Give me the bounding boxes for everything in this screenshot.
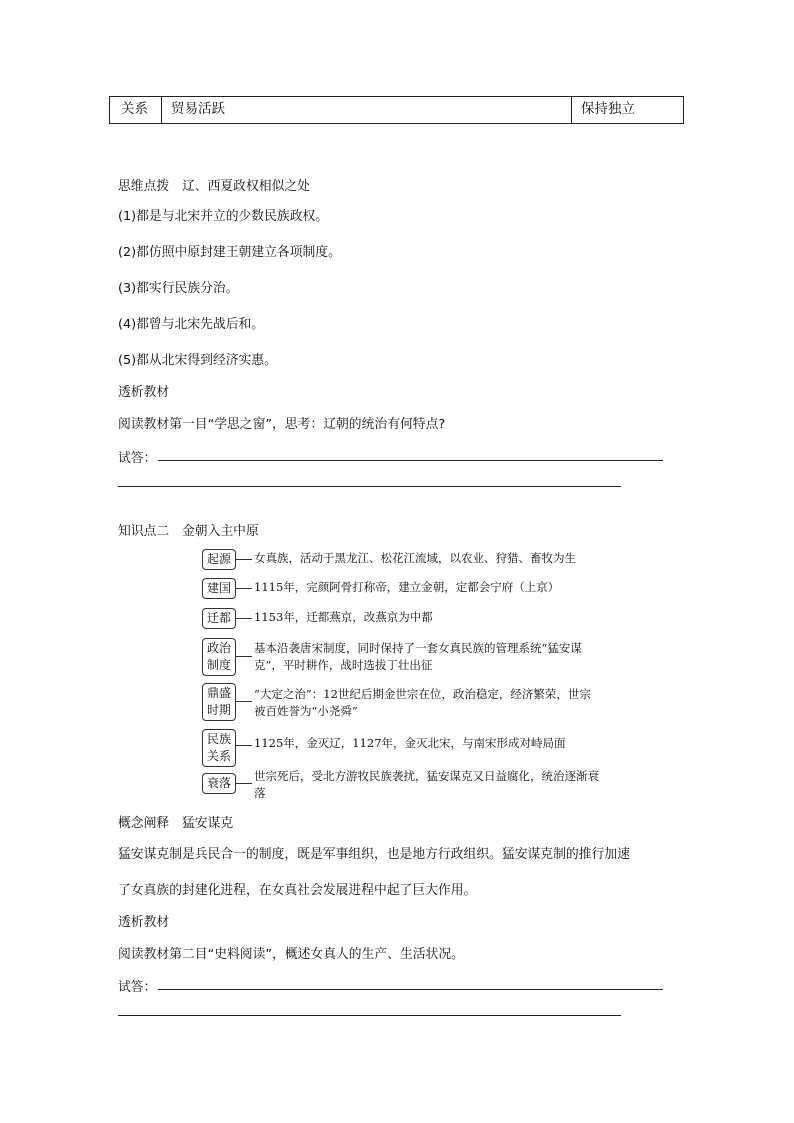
diagram-tag-line: 鼎盛: [206, 686, 231, 700]
diagram-tag-political-system: [202, 638, 236, 676]
diagram-connector: [236, 559, 252, 560]
diagram-text-origin: 女真族，活动于黑龙江、松花江流域，以农业、狩猎、畜牧为生: [254, 551, 576, 565]
diagram-tag-founding: 建国: [202, 578, 236, 599]
answer-label-2: 试答：: [118, 980, 157, 995]
diagram-text-political-system: 基本沿袭唐宋制度，同时保持了一套女真民族的管理系统“猛安谋克”，平时耕作，战时选拔丁壮出征: [254, 641, 582, 672]
diagram-tag-capital-move: 迁都: [202, 608, 236, 629]
tip-point-1: (1)都是与北宋并立的少数民族政权。: [118, 209, 329, 224]
answer-label-1: 试答：: [118, 451, 157, 466]
diagram-connector: [236, 618, 252, 619]
analysis-label-2: 透析教材: [118, 915, 170, 930]
diagram-connector: [236, 701, 252, 702]
diagram-tag-origin: 起源: [202, 549, 236, 570]
diagram-connector: [236, 745, 252, 746]
concept-paragraph-line-1: 猛安谋克制是兵民合一的制度，既是军事组织，也是地方行政组织。猛安谋克制的推行加速: [118, 847, 630, 862]
diagram-tag-line: 政治: [206, 641, 231, 655]
diagram-connector: [236, 656, 252, 657]
diagram-tag-peak-period: [202, 683, 236, 721]
answer-line-2b[interactable]: [118, 1015, 621, 1016]
diagram-text-founding: 1115年，完颜阿骨打称帝，建立金朝，定都会宁府（上京）: [254, 580, 560, 594]
question-2: 阅读教材第二目“史料阅读”，概述女真人的生产、生活状况。: [118, 947, 464, 962]
answer-line-1b[interactable]: [118, 486, 621, 487]
thinking-tip-heading: 思维点拨 辽、西夏政权相似之处: [118, 179, 310, 194]
table-cell-category: 关系: [110, 97, 162, 123]
answer-line-1a[interactable]: [158, 460, 663, 461]
concept-heading: 概念阐释 猛安谋克: [118, 816, 234, 831]
tip-point-4: (4)都曾与北宋先战后和。: [118, 317, 265, 332]
diagram-tag-line: 时期: [206, 703, 231, 717]
diagram-connector: [236, 588, 252, 589]
table-cell-liao: 贸易活跃: [163, 97, 572, 123]
tip-point-5: (5)都从北宋得到经济实惠。: [118, 353, 277, 368]
diagram-tag-line: 制度: [206, 658, 231, 672]
diagram-tag-decline: 衰落: [202, 773, 236, 794]
diagram-text-capital-move: 1153年，迁都燕京，改燕京为中都: [254, 610, 433, 624]
analysis-label-1: 透析教材: [118, 385, 170, 400]
diagram-text-decline: 世宗死后，受北方游牧民族袭扰，猛安谋克又日益腐化，统治逐渐衰落: [254, 769, 599, 800]
tip-point-3: (3)都实行民族分治。: [118, 281, 239, 296]
diagram-tag-line: 关系: [206, 749, 231, 763]
question-1: 阅读教材第一目“学思之窗”，思考：辽朝的统治有何特点?: [118, 417, 446, 432]
diagram-tag-ethnic-relations: [202, 729, 236, 767]
diagram-text-ethnic-relations: 1125年，金灭辽，1127年，金灭北宋，与南宋形成对峙局面: [254, 736, 566, 750]
concept-paragraph-line-2: 了女真族的封建化进程，在女真社会发展进程中起了巨大作用。: [118, 883, 477, 898]
tip-point-2: (2)都仿照中原封建王朝建立各项制度。: [118, 245, 341, 260]
diagram-text-peak-period: “大定之治”：12世纪后期金世宗在位，政治稳定，经济繁荣，世宗被百姓誉为“小尧舜”: [254, 687, 591, 718]
relations-table-row: [109, 96, 684, 124]
knowledge-point-2-heading: 知识点二 金朝入主中原: [118, 524, 259, 539]
diagram-tag-line: 民族: [206, 732, 231, 746]
diagram-connector: [236, 783, 252, 784]
table-cell-xixia: 保持独立: [581, 101, 635, 117]
answer-line-2a[interactable]: [158, 989, 663, 990]
